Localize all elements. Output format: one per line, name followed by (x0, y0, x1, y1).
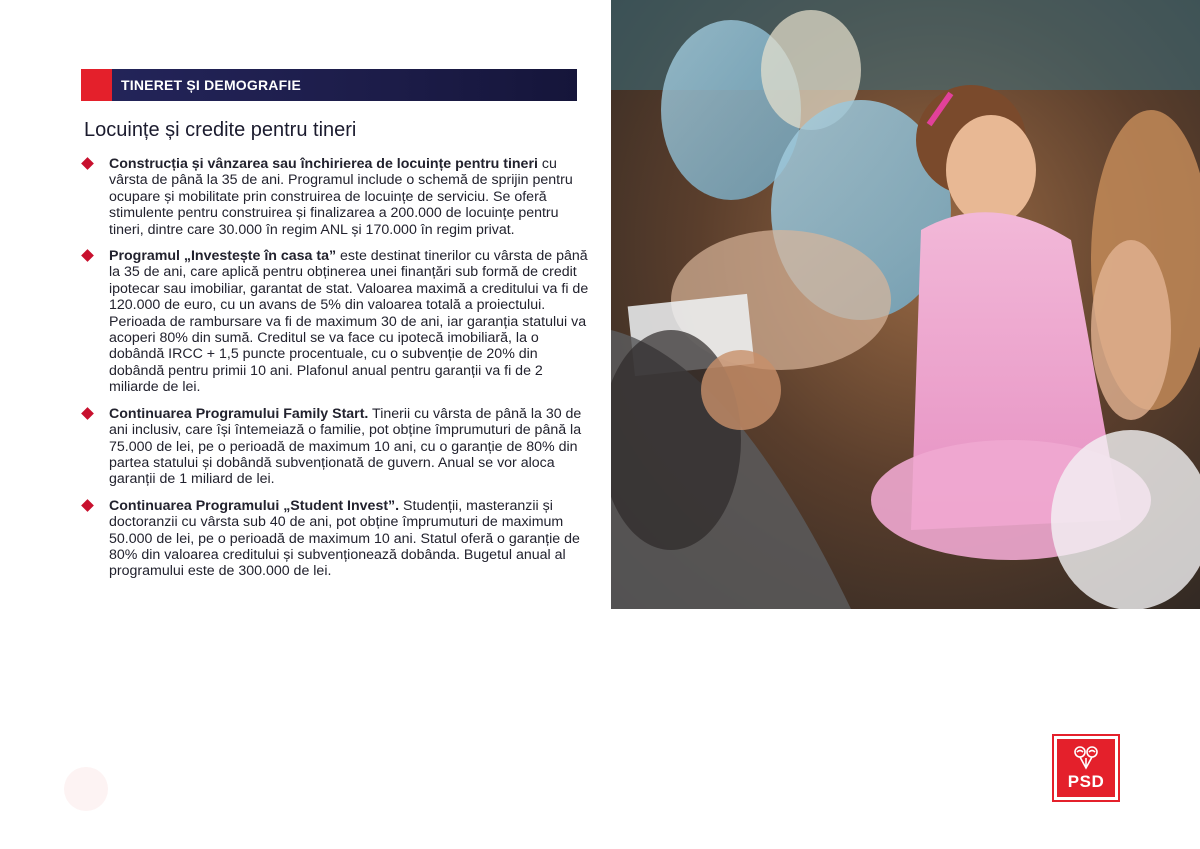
section-header-bar (81, 69, 577, 101)
bullet-lead: Programul „Investește în casa ta” (109, 248, 337, 265)
bullet-lead: Construcția și vânzarea sau închirierea de locuințe pentru tineri (109, 156, 538, 172)
photo-illustration (611, 0, 1200, 609)
section-accent-block (81, 69, 112, 101)
bullet-item-family-start (81, 406, 593, 488)
children-classroom-photo (611, 0, 1200, 609)
section-title: TINERET ȘI DEMOGRAFIE (121, 77, 301, 93)
bullet-body: este destinat tinerilor cu vârsta de până la 35 de ani, care aplică pentru obținerea unei finanțări sub formă de credit ipotecar sau imobiliar, garantat de stat. Valoarea maximă a creditului va fi de 120.000 de euro, cu un avans de 5% din valoarea totală a proiectului. Perioada de rambursare va fi de maximum 30 de ani, iar garanția statului va acoperi 80% din sumă. Creditul se va face cu ipotecă imobiliară, la o dobândă IRCC + 1,5 puncte procentuale, cu o subvenție de 20% din dobândă pentru primii 10 ani. Plafonul anual pentru garanții va fi de 2 miliarde de lei. (109, 248, 589, 396)
bullet-body: Tinerii cu vârsta de până la 30 de ani inclusiv, care își întemeiază o familie, pot obține împrumuturi de până la 75.000 de lei, pe o perioadă de maximum 10 ani, cu o garanție de 80% din partea statului și dobândă subvenționată de guvern. Anual se vor aloca garanții de 1 miliard de lei. (109, 405, 582, 488)
psd-logo (1052, 734, 1120, 802)
diamond-bullet-icon (81, 249, 94, 262)
bullet-item-invest-house (81, 248, 593, 396)
bullet-body: Studenții, masteranzii și doctoranzii cu vârsta sub 40 de ani, pot obține împrumuturi de maximum 50.000 de lei, pe o perioadă de maximum 10 ani. Statul oferă o garanție de 80% din valoarea creditului și subvenționează dobânda. Bugetul anual al programului este de 300.000 de lei. (109, 497, 580, 580)
bullet-lead: Continuarea Programului Family Start. (109, 405, 369, 422)
section-header-fill (112, 69, 577, 101)
diamond-bullet-icon (81, 157, 94, 170)
bullet-list (81, 156, 593, 590)
page-number-dot (64, 767, 108, 811)
bullet-body: cu vârsta de până la 35 de ani. Programul include o schemă de sprijin pentru ocupare și mobilitate prin construirea de locuințe de serviciu. Se oferă stimulente pentru construirea și finalizarea a 200.000 de locuințe pentru tineri, dintre care 30.000 în regim ANL și 170.000 în regim privat. (109, 156, 573, 238)
bullet-item-housing (81, 156, 593, 238)
bullet-item-student-invest (81, 498, 593, 580)
diamond-bullet-icon (81, 407, 94, 420)
diamond-bullet-icon (81, 499, 94, 512)
logo-text: PSD (1067, 772, 1105, 791)
bullet-lead: Continuarea Programului „Student Invest”. (109, 497, 400, 514)
page-heading: Locuințe și credite pentru tineri (84, 119, 357, 141)
psd-logo-inner (1057, 739, 1115, 797)
rose-icon (1071, 744, 1101, 770)
